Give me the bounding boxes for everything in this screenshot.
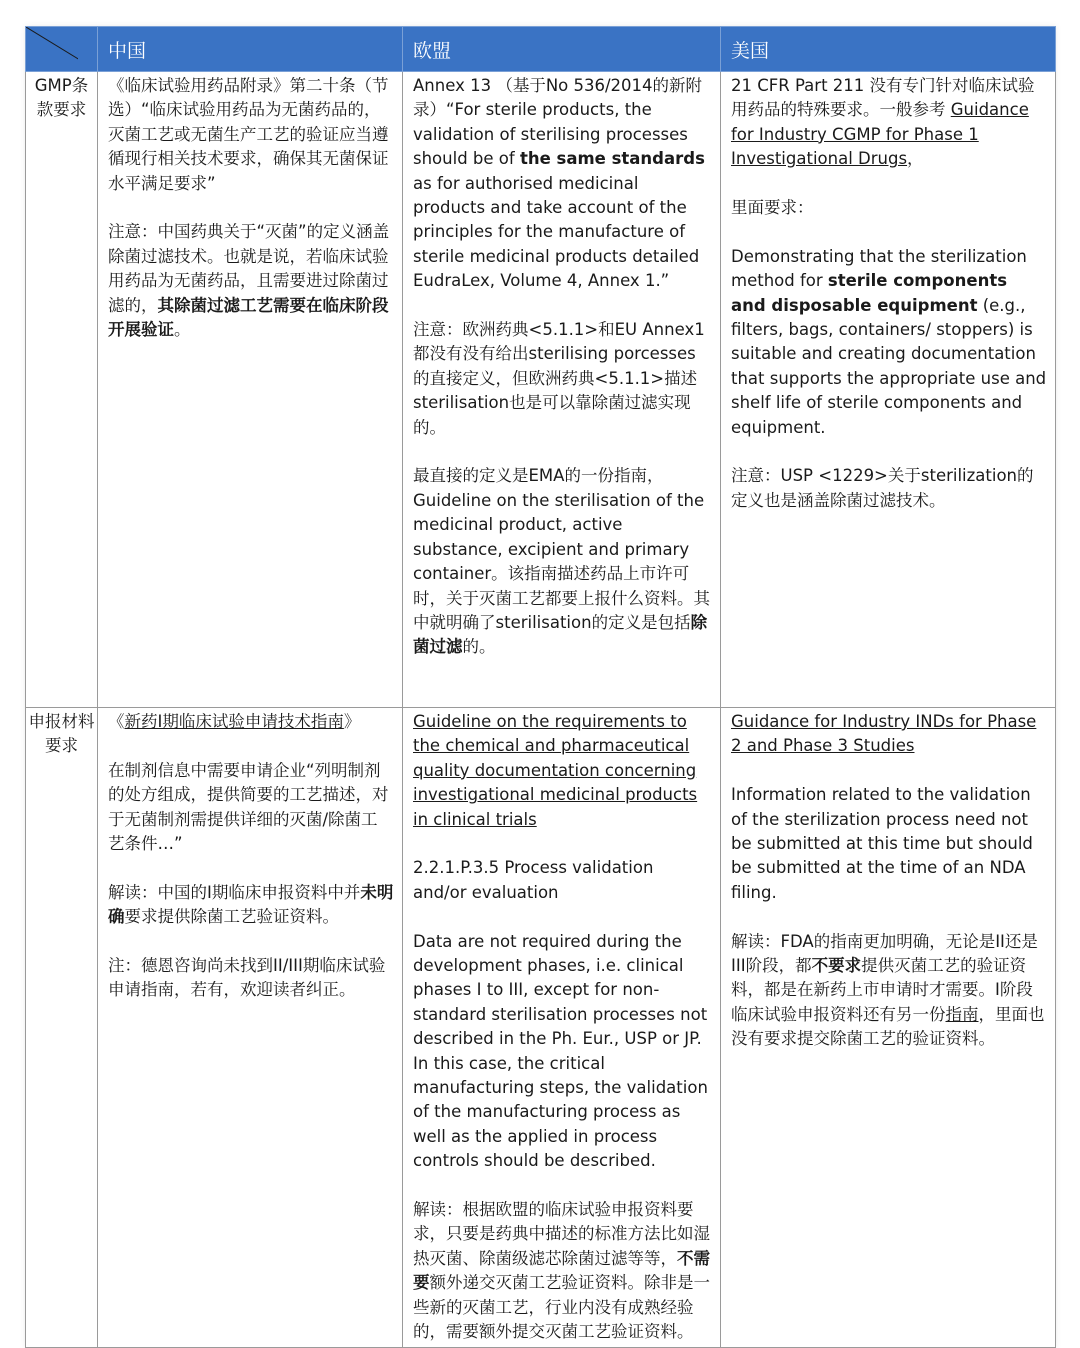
text-run: Data are not required during the development phases, i.e. clinical phases I to III, except for non-standard sterilisation processes not described in the Ph. Eur., USP or JP. In this case, the critical manufacturing steps, the validation of the manufacturing process as well as the applied in process controls should be described.: [413, 931, 708, 1171]
text-run: 提供灭菌工艺的验证资料，都是在新药上市申请时才需要。I阶段临床试验申报资料还有另一份: [731, 956, 1033, 1024]
text-run: 要求提供除菌工艺验证资料。: [124, 907, 339, 927]
paragraph: [413, 930, 712, 1174]
text-run: 注意：USP <1229>关于sterilization的定义也是涵盖除菌过滤技术。: [731, 466, 1034, 510]
paragraph: [731, 783, 1047, 905]
text-run: as for authorised medicinal products and take account of the principles for the manufacture of sterile medicinal products detailed EudraLex, Volume 4, Annex 1.”: [413, 173, 700, 291]
document-link[interactable]: 新药I期临床试验申请技术指南: [124, 712, 344, 731]
paragraph: [731, 930, 1047, 1052]
paragraph: [731, 74, 1047, 172]
text-run: 解读：中国的I期临床申报资料中并: [108, 882, 361, 902]
header-row: [26, 27, 1056, 72]
text-run: the same standards: [519, 149, 705, 169]
text-run: 》: [343, 712, 361, 731]
text-run: ，里面也没有要求提交除菌工艺的验证资料。: [731, 1004, 1045, 1049]
text-run: 除菌过滤: [413, 612, 708, 657]
text-run: ，: [907, 149, 924, 169]
paragraph: [108, 710, 394, 734]
text-run: 额外递交灭菌工艺验证资料。除非是一些新的灭菌工艺，行业内没有成熟经验的，需要额外提交灭菌工艺验证资料。: [413, 1273, 710, 1342]
paragraph: [731, 710, 1047, 759]
text-run: 未明确: [108, 882, 394, 927]
text-run: 解读：根据欧盟的临床试验申报资料要求，只要是药典中描述的标准方法比如湿热灭菌、除菌级滤芯除菌过滤等等，: [413, 1200, 710, 1268]
paragraph: [413, 710, 712, 832]
text-run: 21 CFR Part 211 没有专门针对临床试验用药品的特殊要求。一般参考: [731, 76, 1035, 120]
text-run: 不需要: [413, 1248, 710, 1293]
text-run: 2.2.1.P.3.5 Process validation and/or evaluation: [413, 858, 654, 902]
document-link[interactable]: Guidance for Industry CGMP for Phase 1 Investigational Drugs: [731, 100, 1029, 169]
cell-gmp-us: [721, 72, 1056, 708]
cell-gmp-china: [98, 72, 403, 708]
document-link[interactable]: 指南: [945, 1004, 979, 1024]
text-run: Information related to the validation of the sterilization process need not be submitted at this time but should be submitted at the time of an NDA filing.: [731, 785, 1033, 902]
cell-gmp-eu: [403, 72, 721, 708]
comparison-table: [25, 26, 1056, 1348]
diagonal-line: [26, 27, 78, 71]
paragraph: [108, 220, 394, 342]
paragraph: [413, 856, 712, 905]
column-header-china: 中国: [98, 27, 403, 72]
row-filing: [26, 708, 1056, 1348]
text-run: 不要求: [811, 956, 862, 976]
text-run: 。: [174, 320, 191, 340]
row-label-filing: 申报材料要求: [26, 708, 98, 1348]
column-header-eu: 欧盟: [403, 27, 721, 72]
paragraph: [108, 74, 394, 196]
text-run: 解读：FDA的指南更加明确，无论是II还是III阶段，都: [731, 931, 1038, 976]
text-run: 注：德恩咨询尚未找到II/III期临床试验申请指南，若有，欢迎读者纠正。: [108, 956, 386, 1000]
document-link[interactable]: Guideline on the requirements to the chemical and pharmaceutical quality documentation concerning investigational medicinal products in clinical trials: [413, 712, 698, 829]
text-run: 在制剂信息中需要申请企业“列明制剂的处方组成，提供简要的工艺描述，对于无菌制剂需提供详细的灭菌/除菌工艺条件…”: [108, 760, 389, 854]
text-run: 的。: [462, 637, 496, 657]
text-run: 其除菌过滤工艺需要在临床阶段开展验证: [108, 295, 389, 340]
cell-filing-china: [98, 708, 403, 1348]
text-run: 《: [108, 712, 125, 731]
paragraph: [413, 74, 712, 294]
column-header-us: 美国: [721, 27, 1056, 72]
paragraph: [413, 464, 712, 659]
text-run: Demonstrating that the sterilization method for: [731, 246, 1027, 291]
row-label-gmp: GMP条款要求: [26, 72, 98, 708]
cell-filing-eu: [403, 708, 721, 1348]
paragraph: [413, 1198, 712, 1344]
text-run: Annex 13 （基于No 536/2014的新附录）“For sterile products, the validation of sterilising processes should be of: [413, 76, 703, 169]
paragraph: [731, 245, 1047, 440]
paragraph: [108, 954, 394, 1003]
paragraph: [731, 464, 1047, 513]
text-run: sterile components and disposable equipment: [731, 271, 1008, 315]
text-run: 最直接的定义是EMA的一份指南，Guideline on the sterilisation of the medicinal product, active substance, excipient and primary container。该指南描述药品上市许可时，关于灭菌工艺都要上报什么资料。其中就明确了sterilisation的定义是包括: [413, 466, 710, 632]
row-gmp: [26, 72, 1056, 708]
text-run: 注意：中国药典关于“灭菌”的定义涵盖除菌过滤技术。也就是说，若临床试验用药品为无菌药品，且需要进过除菌过滤的，: [108, 222, 390, 315]
cell-filing-us: [721, 708, 1056, 1348]
text-run: (e.g., filters, bags, containers/ stoppers) is suitable and creating documentation that supports the appropriate use and shelf life of sterile components and equipment.: [731, 295, 1047, 437]
paragraph: [413, 318, 712, 440]
text-run: 注意：欧洲药典<5.1.1>和EU Annex1都没有没有给出sterilising porcesses的直接定义，但欧洲药典<5.1.1>描述sterilisation也是可以靠除菌过滤实现的。: [413, 320, 705, 437]
corner-diagonal-cell: [26, 27, 98, 72]
text-run: 《临床试验用药品附录》第二十条（节选）“临床试验用药品为无菌药品的，灭菌工艺或无菌生产工艺的验证应当遵循现行相关技术要求，确保其无菌保证水平满足要求”: [108, 76, 389, 193]
paragraph: [108, 759, 394, 857]
paragraph: [731, 196, 1047, 220]
paragraph: [108, 881, 394, 930]
text-run: 里面要求：: [731, 198, 814, 218]
document-link[interactable]: Guidance for Industry INDs for Phase 2 and Phase 3 Studies: [731, 712, 1037, 756]
